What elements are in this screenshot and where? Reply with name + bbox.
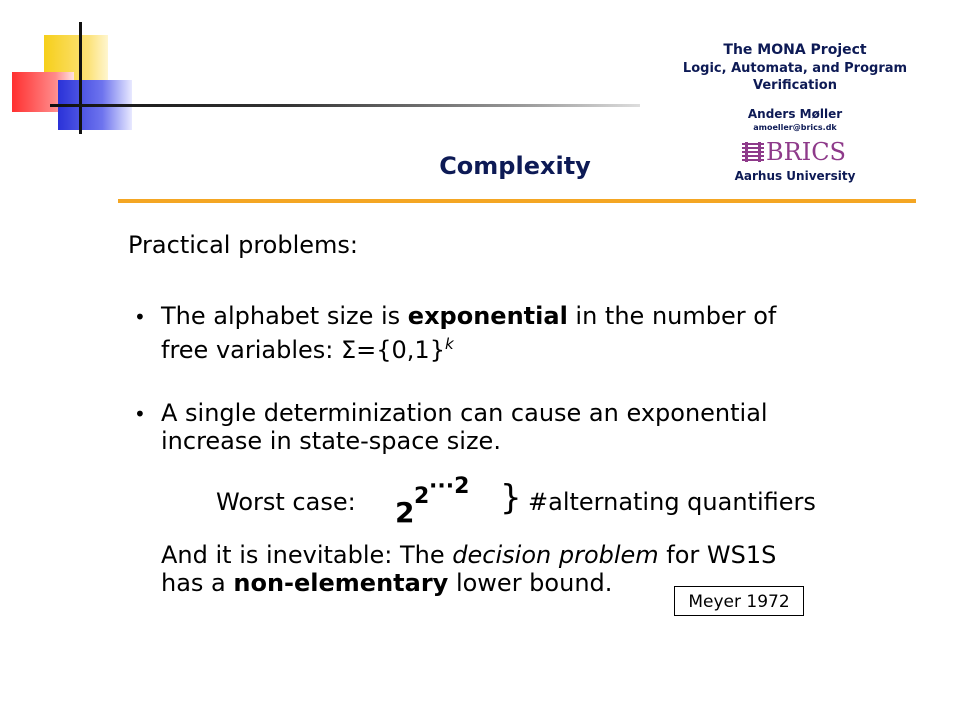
exponential-tower	[395, 474, 505, 529]
bullet1-superscript: k	[444, 335, 454, 353]
bullet1-bold: exponential	[407, 302, 568, 330]
bullet-icon: •	[134, 305, 146, 329]
inevitable-pre: And it is inevitable: The	[161, 541, 453, 569]
header-horizontal-line	[50, 104, 640, 107]
bullet1-post: in the number of	[567, 302, 777, 330]
bullet-determinization	[161, 399, 921, 455]
author-name: Anders Møller	[747, 107, 843, 121]
university-name: Aarhus University	[734, 169, 856, 183]
inevitable-line2-post: lower bound.	[448, 569, 613, 597]
inevitable-bold: non-elementary	[233, 569, 449, 597]
inevitable-italic: decision problem	[452, 541, 659, 569]
alternating-quantifiers-note: #alternating quantifiers	[528, 488, 816, 516]
tower-dots: ···2	[429, 474, 470, 499]
brics-emblem-icon	[742, 142, 764, 162]
worst-case-label: Worst case:	[216, 488, 356, 516]
lead-text: Practical problems:	[128, 231, 358, 259]
bullet-icon: •	[134, 402, 146, 426]
inevitable-mid: for WS1S	[658, 541, 777, 569]
bullet2-line2: increase in state-space size.	[161, 427, 501, 455]
bullet1-pre: The alphabet size is	[161, 302, 408, 330]
citation-box: Meyer 1972	[674, 586, 804, 616]
tower-base: 2	[395, 496, 415, 529]
bullet2-line1: A single determinization can cause an exponential	[161, 399, 768, 427]
tower-exponent: 2	[414, 484, 430, 509]
corner-vertical-line	[79, 22, 82, 134]
bullet1-line2: free variables: Σ={0,1}	[161, 336, 445, 364]
project-subtitle: Logic, Automata, and Program Verification	[682, 61, 908, 93]
inevitable-line2-pre: has a	[161, 569, 234, 597]
bullet-alphabet-size	[161, 302, 921, 364]
project-title: The MONA Project	[723, 42, 867, 58]
slide-title: Complexity	[439, 152, 591, 180]
brace-symbol: }	[500, 478, 522, 518]
brics-logo	[742, 138, 846, 166]
author-email: amoeller@brics.dk	[753, 123, 837, 132]
inevitable-paragraph	[161, 541, 921, 597]
brics-logo-text: BRICS	[766, 138, 846, 166]
title-rule	[118, 199, 916, 203]
